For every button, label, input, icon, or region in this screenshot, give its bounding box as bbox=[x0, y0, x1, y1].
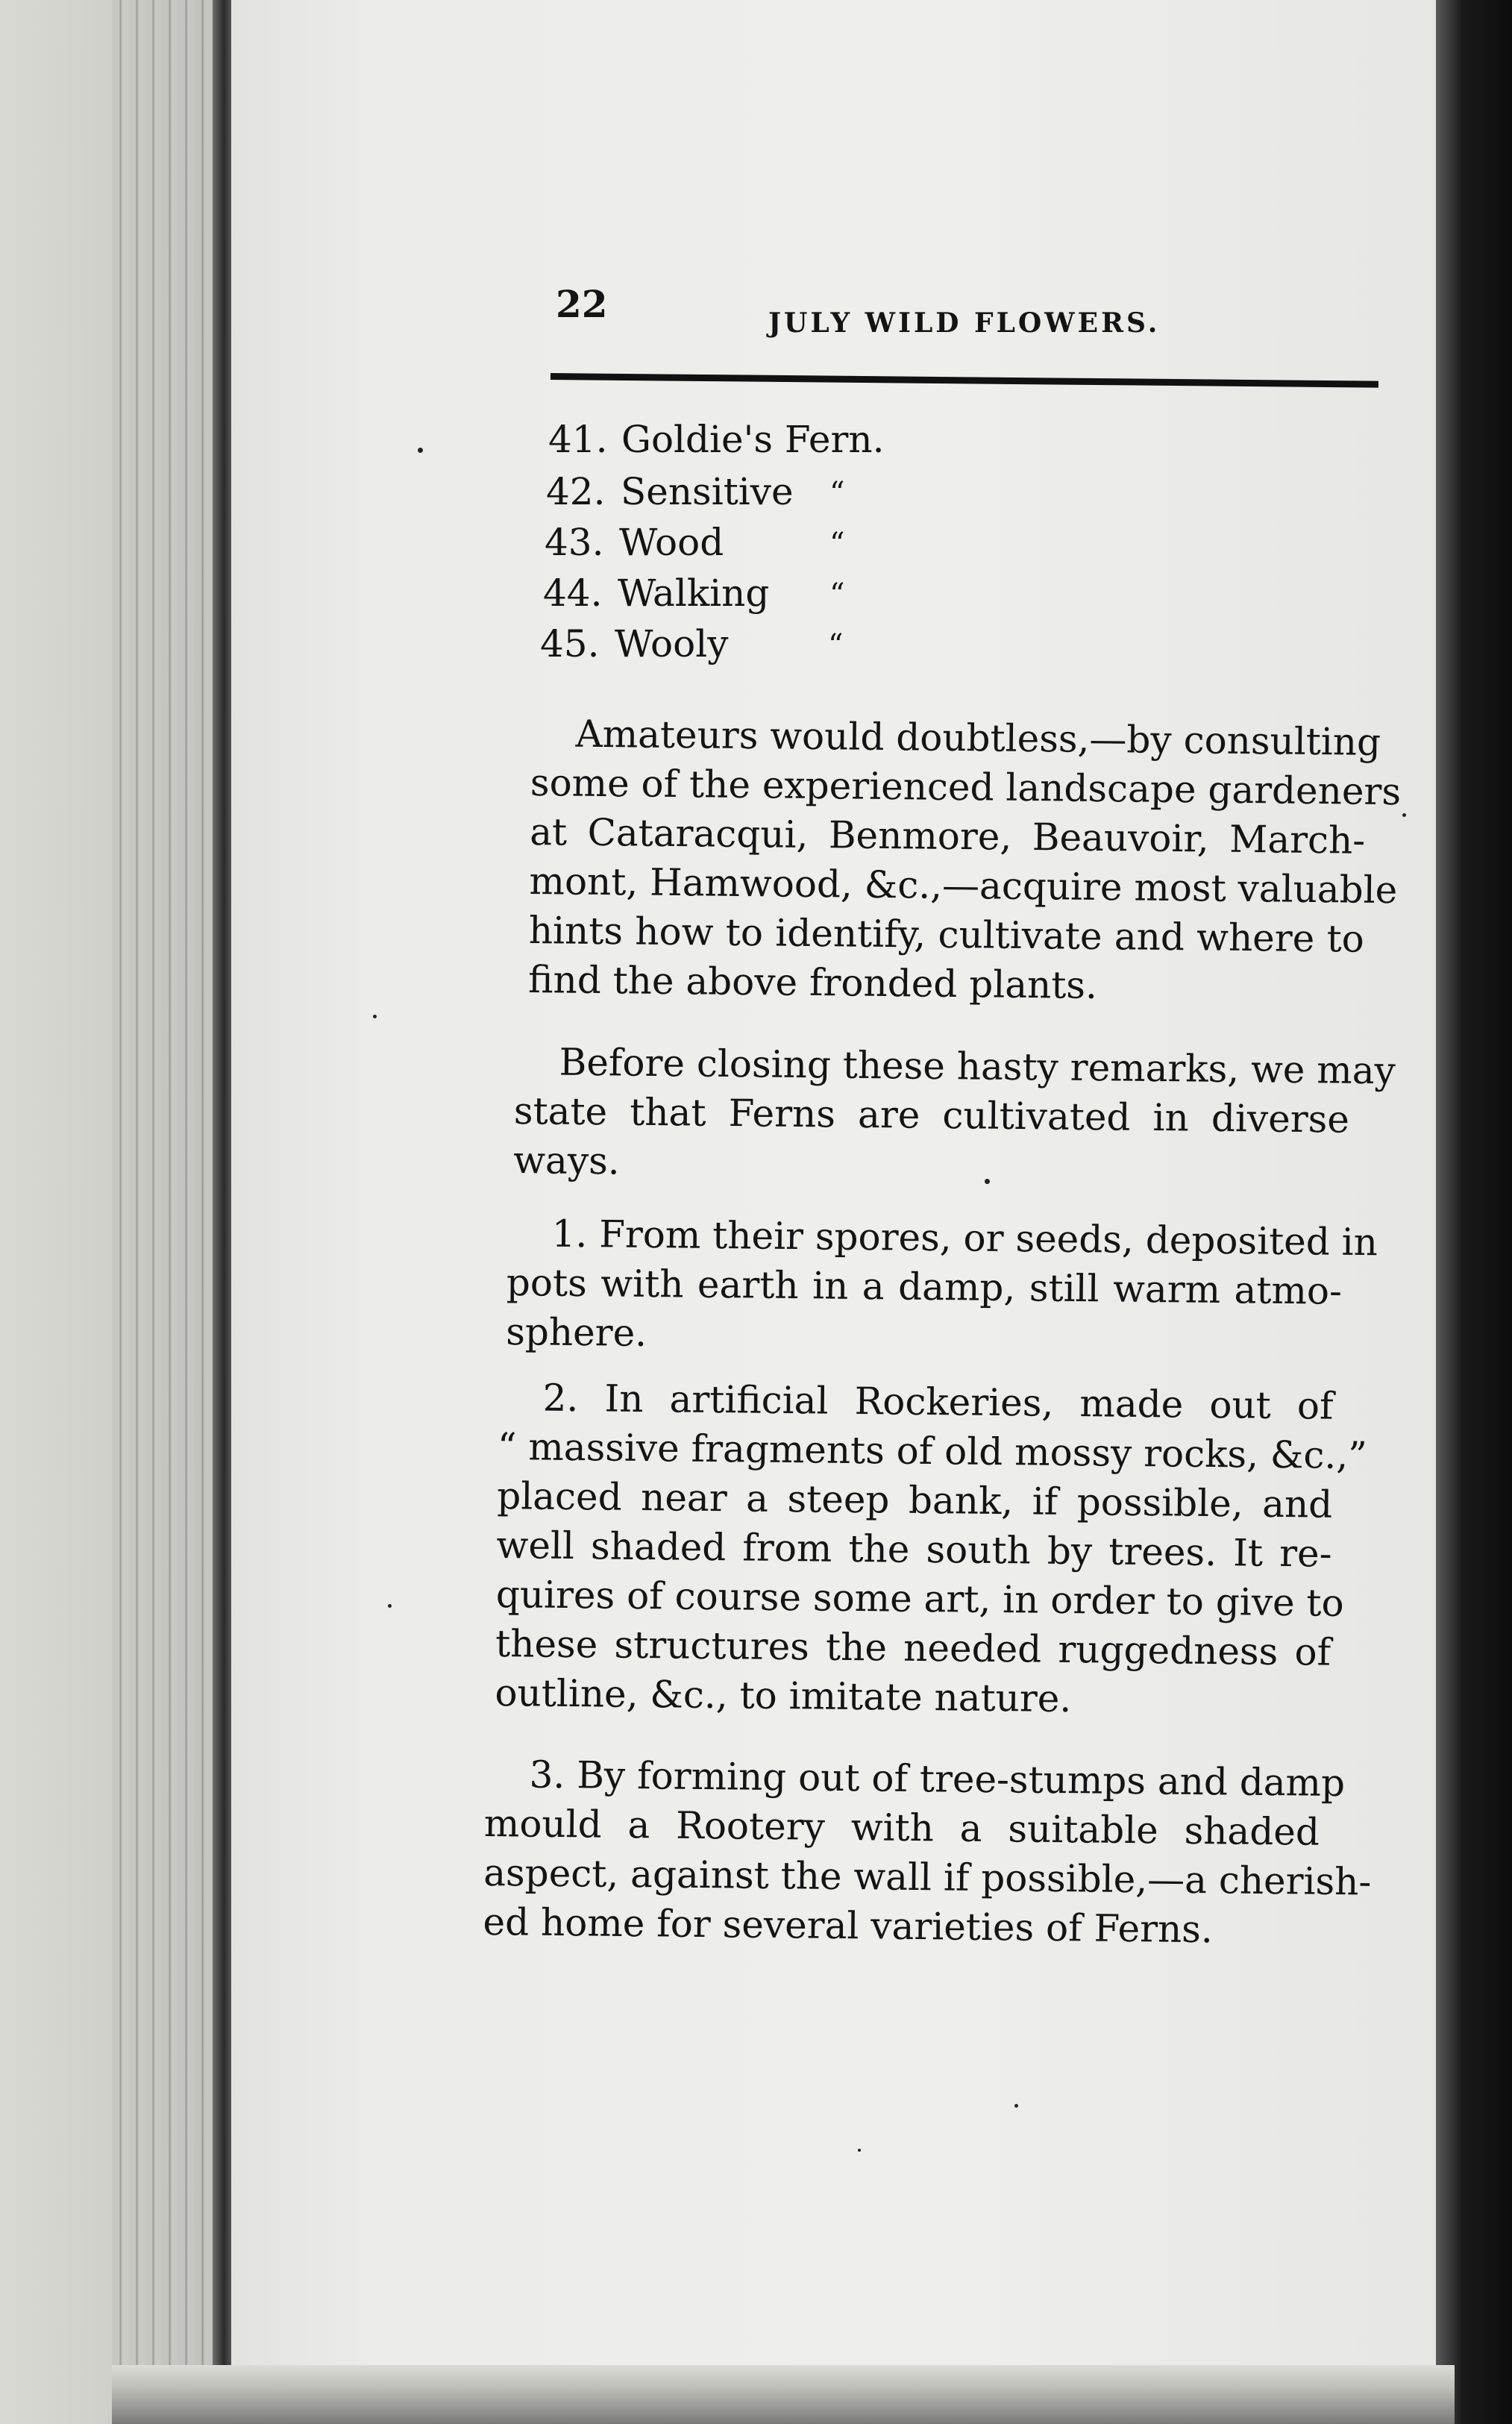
list-item-number: 44. bbox=[543, 571, 603, 615]
list-item-name: Goldie's Fern. bbox=[621, 418, 885, 461]
running-title: JULY WILD FLOWERS. bbox=[768, 307, 1161, 339]
scan-speck bbox=[858, 2149, 861, 2152]
paragraph-line: 1. From their spores, or seeds, deposited in bbox=[551, 1212, 1378, 1265]
list-item-name: Walking bbox=[618, 571, 770, 615]
list-item-number: 42. bbox=[546, 470, 606, 513]
paragraph-line: find the above fronded plants. bbox=[527, 957, 1098, 1007]
paragraph-line: aspect, against the wall if possible,—a cherish- bbox=[483, 1850, 1372, 1904]
ditto-mark: “ bbox=[828, 628, 844, 663]
page-bottom-edge bbox=[112, 2365, 1455, 2424]
ditto-mark: “ bbox=[829, 577, 845, 612]
paragraph-amateurs bbox=[527, 709, 1402, 1013]
list-item-number: 43. bbox=[545, 521, 604, 564]
paragraph-line: at Cataracqui, Benmore, Beauvoir, March- bbox=[529, 809, 1366, 862]
paragraph-line: hints how to identify, cultivate and where to bbox=[528, 908, 1365, 961]
paragraph-line: ed home for several varieties of Ferns. bbox=[483, 1900, 1214, 1952]
paragraph-line: some of the experienced landscape gardeners bbox=[530, 760, 1402, 814]
paragraph-line: Before closing these hasty remarks, we may bbox=[559, 1040, 1396, 1093]
paragraph-line: outline, &c., to imitate nature. bbox=[495, 1670, 1072, 1721]
paragraph-line: Amateurs would doubtless,—by consulting bbox=[575, 712, 1381, 764]
paragraph-line: 3. By forming out of tree-stumps and damp bbox=[529, 1753, 1346, 1806]
paragraph-line: pots with earth in a damp, still warm atmo- bbox=[506, 1260, 1343, 1313]
scan-speck bbox=[985, 1179, 990, 1184]
scan-speck bbox=[418, 448, 423, 453]
list-item-name: Wood bbox=[619, 521, 724, 564]
list-item-number: 45. bbox=[540, 622, 600, 665]
paragraph-line: mont, Hamwood, &c.,—acquire most valuable bbox=[529, 859, 1398, 912]
paragraph-line: ways. bbox=[512, 1138, 620, 1183]
paragraph-method-3 bbox=[483, 1750, 1372, 1955]
paragraph-line: 2. In artificial Rockeries, made out of bbox=[542, 1376, 1334, 1428]
ditto-mark: “ bbox=[829, 527, 845, 561]
stacked-page-edges bbox=[112, 0, 224, 2424]
paragraph-line: quires of course some art, in order to give to bbox=[495, 1572, 1344, 1625]
scan-speck bbox=[1402, 813, 1406, 817]
scan-speck bbox=[388, 1604, 392, 1608]
page-right-shadow bbox=[1436, 0, 1512, 2424]
paragraph-line: sphere. bbox=[505, 1309, 647, 1355]
paragraph-line: these structures the needed ruggedness of bbox=[495, 1621, 1331, 1674]
list-item-number: 41. bbox=[548, 418, 608, 461]
paragraph-before-closing bbox=[512, 1037, 1396, 1194]
paragraph-line: “ massive fragments of old mossy rocks, &c.,” bbox=[497, 1424, 1368, 1478]
paragraph-line: state that Ferns are cultivated in diverse bbox=[513, 1089, 1350, 1141]
ditto-mark: “ bbox=[829, 476, 845, 510]
list-item-name: Wooly bbox=[615, 622, 729, 665]
page-number: 22 bbox=[556, 282, 608, 326]
scan-speck bbox=[1014, 2104, 1018, 2108]
paragraph-method-2 bbox=[495, 1373, 1368, 1726]
paragraph-line: well shaded from the south by trees. It re- bbox=[496, 1523, 1332, 1576]
scan-speck bbox=[373, 1015, 377, 1018]
paragraph-method-1 bbox=[505, 1209, 1378, 1365]
paragraph-line: mould a Rootery with a suitable shaded bbox=[483, 1801, 1320, 1854]
paragraph-line: placed near a steep bank, if possible, and bbox=[496, 1473, 1333, 1526]
list-item-name: Sensitive bbox=[621, 470, 794, 513]
